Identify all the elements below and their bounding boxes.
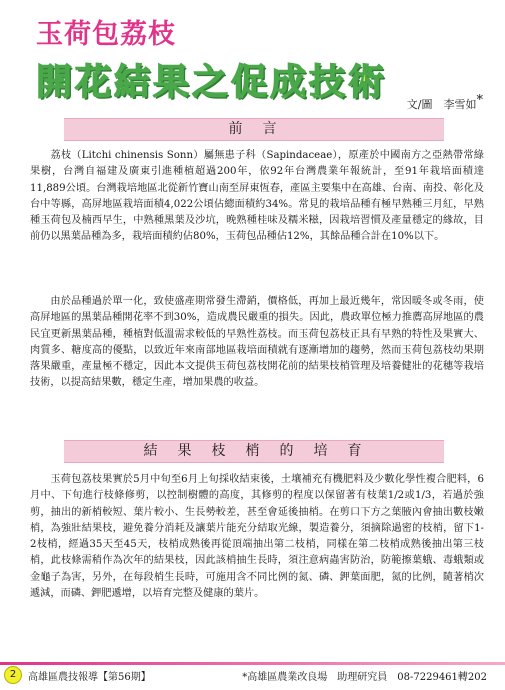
- title-line-1: 玉荷包荔枝: [36, 19, 176, 50]
- section-heading-intro: 前 言: [64, 118, 444, 141]
- section-heading-shoot-cultivation: 結 果 枝 梢 的 培 育: [64, 440, 444, 463]
- author-footnote-mark: *: [476, 93, 483, 108]
- author-byline: [406, 93, 483, 112]
- author-affiliation: [242, 668, 487, 683]
- intro-paragraph-2: 由於品種過於單一化，致使盛產期常發生滯銷，價格低，再加上最近幾年，常因暖冬或冬雨，使高屏地區的黑葉品種開花率不到30%，造成農民嚴重的損失。因此，農政單位極力推薦高屏地區的農民宜更新黑葉品種，種植對低溫需求較低的早熟性荔枝。而玉荷包荔枝正具有早熟的特性及果實大、肉質多、糖度高的優點，以致近年來南部地區栽培面積就有逐漸增加的趨勢，然而玉荷包荔枝幼果期落果嚴重，產量極不穩定，因此本文提供玉荷包荔枝開花前的結果枝梢管理及培養健壯的花穗等栽培技術，以提高結果數，穩定生產，增加果農的收益。: [30, 296, 484, 389]
- affiliation-footnote-mark: *: [242, 672, 248, 683]
- journal-issue: 高雄區農技報導【第56期】: [28, 672, 151, 683]
- page-number-badge: 2: [4, 666, 22, 684]
- shoot-cultivation-paragraph: 玉荷包荔枝果實於5月中旬至6月上旬採收結束後，土壤補充有機肥料及少數化學性複合肥料，6月中、下旬進行枝條修剪，以控制樹體的高度，其修剪的程度以保留著有枝葉1/2或1/3，若過於強剪，抽出的新梢較短、葉片較小、生長勢較差，甚至會延後抽梢。在剪口下方之葉腋內會抽出數枝嫩梢，為強壯結果枝，避免養分消耗及讓葉片能充分結取光線，製造養分，須摘除過密的枝梢，留下1-2枝梢，經過35天至45天，枝梢成熟後再從頂端抽出第二枝梢，同樣在第二枝梢成熟後抽出第三枝梢，此枝條需稍作為次年的結果枝，因此該梢抽生長時，須注意病蟲害防治，防範擦葉蛾、毒蛾類或金龜子為害，另外，在每段梢生長時，可施用含不同比例的氮、磷、鉀葉面肥，氮的比例，隨著梢次遞減，而磷、鉀肥遞增，以培育完整及健康的葉片。: [30, 474, 484, 600]
- title-line-2: 開花結果之促成技術: [36, 62, 388, 103]
- author-byline-text: 文/圖 李雪如: [406, 98, 477, 111]
- affiliation-text: 高雄區農業改良場 助理研究員 08-7229461轉202: [247, 672, 487, 683]
- intro-paragraph-1: 荔枝（Litchi chinensis Sonn）屬無患子科（Sapindaceae），原產於中國南方之亞熱帶常綠果樹，台灣自福建及廣東引進種植超過200年，依92年台灣農業年報統計，至91年栽培面積達11,889公頃。台灣栽培地區北從新竹寶山南至屏東恆春，產區主要集中在高雄、台南、南投、彰化及台中等縣，高屏地區栽培面積4,022公頃佔總面積約34%。常見的栽培品種有極早熟種三月紅，早熟種玉荷包及楠西早生，中熟種黑葉及沙坑，晚熟種桂味及糯米糍，因栽培習慣及產量穩定的緣故，目前仍以黑葉品種為多，栽培面積約佔80%，玉荷包品種佔12%，其餘品種合計在10%以下。: [30, 150, 484, 243]
- footer-divider: [0, 662, 505, 665]
